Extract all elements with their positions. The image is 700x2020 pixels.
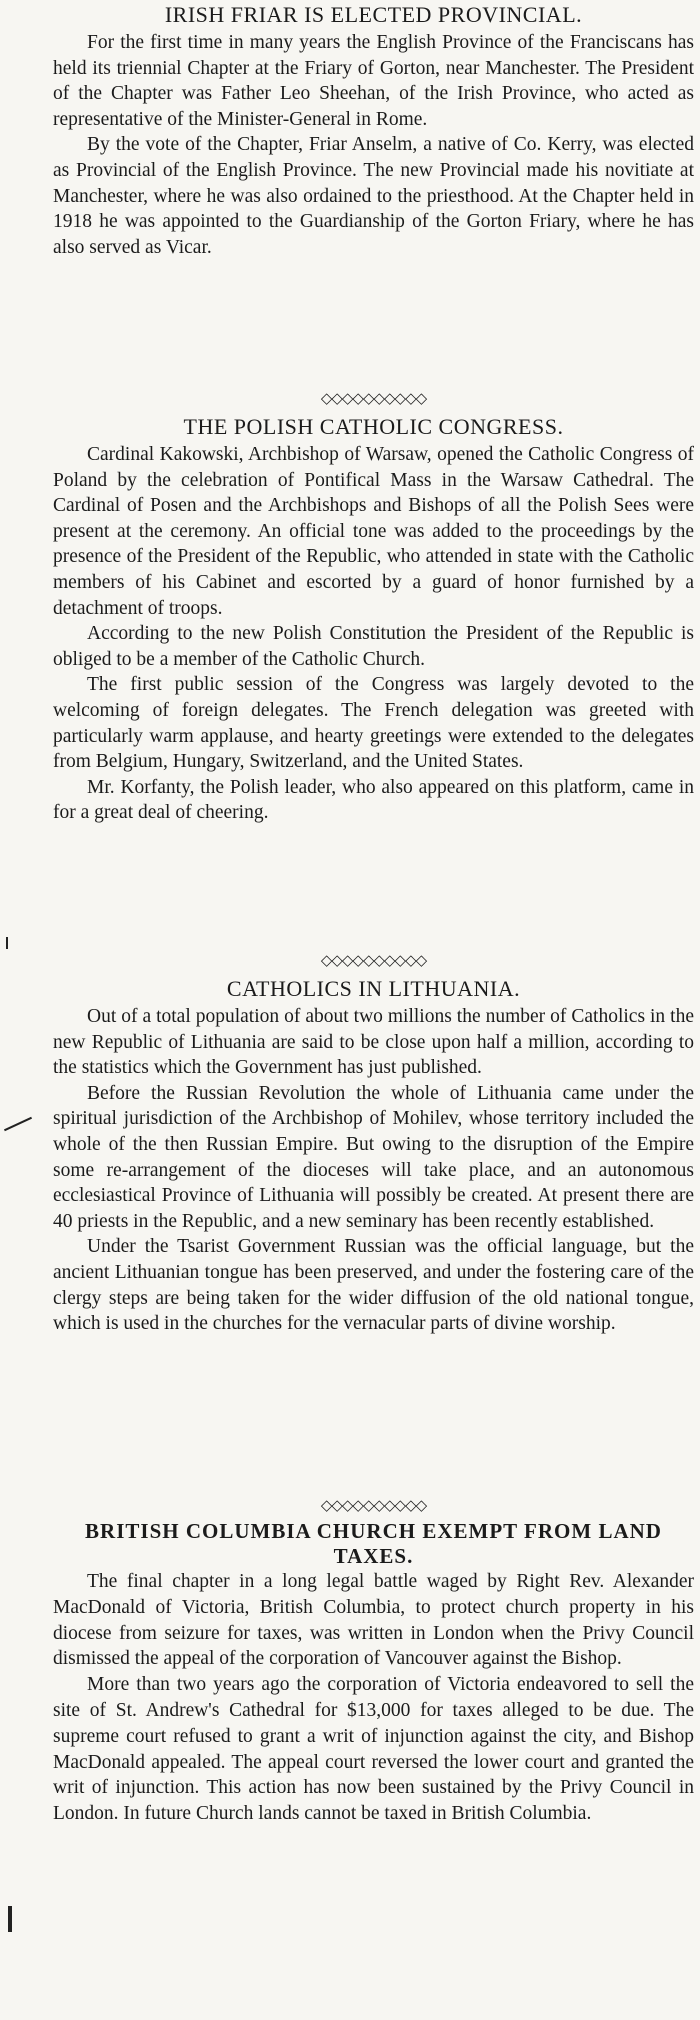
article-headline: THE POLISH CATHOLIC CONGRESS. [183, 414, 564, 439]
article-paragraph: For the first time in many years the English Province of the Franciscans has held its triennial Chapter at the Friary of Gorton, near Manchester. The President of the Chapter was Father Leo Sheehan, of the Irish Province, who acted as representative of the Minister-General in Rome. [53, 32, 694, 130]
margin-mark [6, 937, 8, 949]
article-paragraph: The final chapter in a long legal battle waged by Right Rev. Alexander MacDonald of Victoria, British Columbia, to protect church property in his diocese from seizure for taxes, was written in London when the Privy Council dismissed the appeal of the corporation of Vancouver against the Bishop. [53, 1571, 694, 1670]
margin-mark [4, 1117, 32, 1131]
article-paragraph: Cardinal Kakowski, Archbishop of Warsaw, opened the Catholic Congress of Poland by the celebration of Pontifical Mass in the Warsaw Cathedral. The Cardinal of Posen and the Archbishops and Bishops of all the Polish Sees were present at the ceremony. An official tone was added to the proceedings by the presence of the President of the Republic, who attended in state with the Catholic members of his Cabinet and escorted by a guard of honor furnished by a detachment of troops. [53, 444, 694, 619]
article-paragraph: Mr. Korfanty, the Polish leader, who also appeared on this platform, came in for a great deal of cheering. [53, 776, 694, 824]
article-lithuania [53, 948, 694, 1337]
article-paragraph: More than two years ago the corporation of Victoria endeavored to sell the site of St. Andrew's Cathedral for $13,000 for taxes alleged to be due. The supreme court refused to grant a writ of injunction against the city, and Bishop MacDonald appealed. The appeal court reversed the lower court and granted the writ of injunction. This action has now been sustained by the Privy Council in London. In future Church lands cannot be taxed in British Columbia. [53, 1674, 694, 1825]
article-paragraph: By the vote of the Chapter, Friar Anselm, a native of Co. Kerry, was elected as Provincial of the English Province. The new Provincial made his novitiate at Manchester, where he was also ordained to the priesthood. At the Chapter held in 1918 he was appointed to the Guardianship of the Gorton Friary, where he has also served as Vicar. [53, 134, 694, 258]
margin-mark [8, 1906, 12, 1932]
article-paragraph: Under the Tsarist Government Russian was the official language, but the ancient Lithuanian tongue has been preserved, and under the fostering care of the clergy steps are being taken for the wider diffusion of the old national tongue, which is used in the churches for the vernacular parts of divine worship. [53, 1236, 694, 1335]
article-headline: BRITISH COLUMBIA CHURCH EXEMPT FROM LAND TAXES. [85, 1519, 662, 1568]
article-irish-friar [53, 0, 694, 260]
article-headline: IRISH FRIAR IS ELECTED PROVINCIAL. [164, 2, 583, 27]
article-paragraph: The first public session of the Congress was largely devoted to the welcoming of foreign delegates. The French delegation was greeted with particularly warm applause, and hearty greetings were extended to the delegates from Belgium, Hungary, Switzerland, and the United States. [53, 674, 694, 773]
article-polish-congress [53, 386, 694, 826]
section-separator: ◇◇◇◇◇◇◇◇◇◇ [320, 953, 427, 969]
article-paragraph: Before the Russian Revolution the whole of Lithuania came under the spiritual jurisdiction of the Archbishop of Mohilev, whose territory included the whole of the then Russian Empire. But owing to the disruption of the Empire some re-arrangement of the dioceses will take place, and an autonomous ecclesiastical Province of Lithuania will possibly be created. At present there are 40 priests in the Republic, and a new seminary has been recently established. [53, 1082, 694, 1232]
section-separator: ◇◇◇◇◇◇◇◇◇◇ [320, 391, 427, 407]
article-headline: CATHOLICS IN LITHUANIA. [226, 976, 521, 1001]
article-paragraph: According to the new Polish Constitution the President of the Republic is obliged to be a member of the Catholic Church. [53, 623, 694, 670]
article-british-columbia [53, 1493, 694, 1827]
section-separator: ◇◇◇◇◇◇◇◇◇◇ [320, 1498, 427, 1514]
article-paragraph: Out of a total population of about two millions the number of Catholics in the new Republic of Lithuania are said to be close upon half a million, according to the statistics which the Government has just published. [53, 1006, 694, 1079]
